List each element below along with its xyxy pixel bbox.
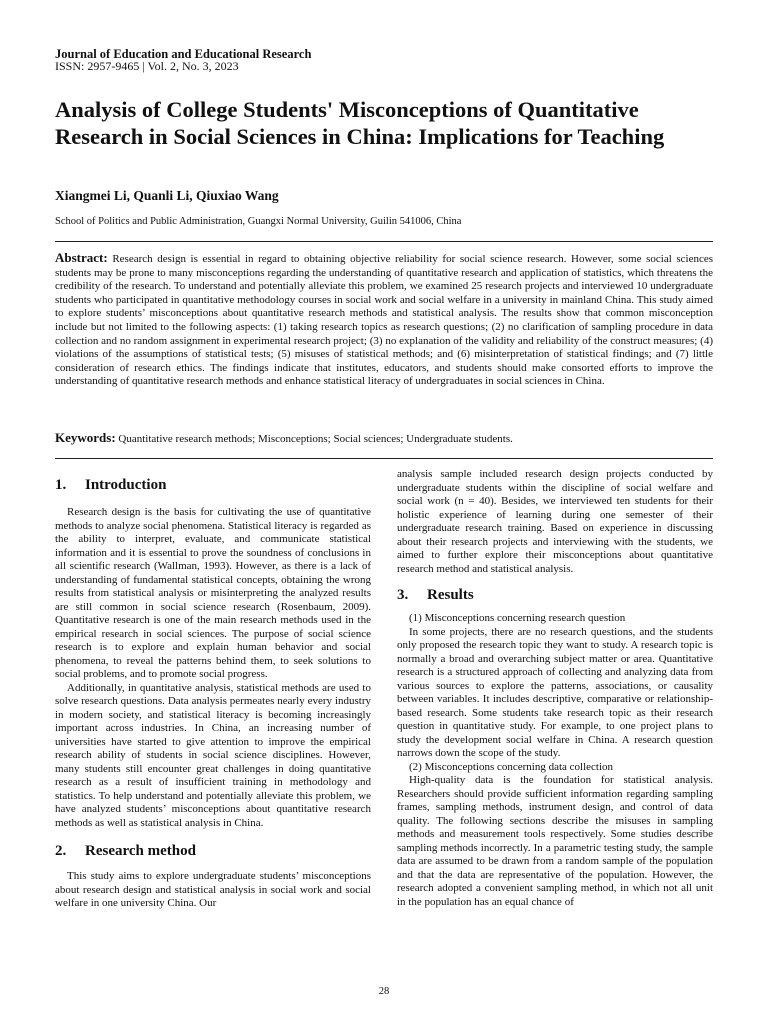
method-paragraph-1: This study aims to explore undergraduate students’ misconceptions about research design and statistical analysis in social work and social welfare in one university China. Our [55,870,371,909]
method-paragraph-1-continued: analysis sample included research design projects conducted by undergraduate students within the discipline of social welfare and social work (n = 40). Besides, we interviewed ten students for their holistic experience of learning during one semester of their undergraduate research training. Based on experience in discussing about their research projects and interviewing with the students, we aimed to further explore their misconceptions about quantitative research method and statistical analysis. [397,468,713,575]
results-subheading-2: (2) Misconceptions concerning data collection [409,760,614,773]
intro-paragraph-1: Research design is the basis for cultivating the use of quantitative methods to analyze social phenomena. Statistical literacy is regarded as the ability to interpret, evaluate, and communicate statistical information and it is essential to prove the soundness of conclusions in all scientific research (Wallman, 1993). However, as there is a lack of understanding of fundamental statistical concepts, obtaining the wrong results from statistical analysis or misinterpreting the analyzed results are still common in social science research (Rosenbaum, 2009). Quantitative research is one of the main research methods used in the empirical research in social sciences. The purpose of social science research is to explore and explain human behavior and social phenomena, to reveal the patterns behind them, to seek solutions to social problems, and to promote social progress. [55,506,371,680]
journal-issn: ISSN: 2957-9465 | Vol. 2, No. 3, 2023 [55,59,239,73]
section-number: 1. [55,477,67,493]
results-paragraph-1: In some projects, there are no research questions, and the students only proposed the research topic they want to study. A research topic is normally a broad and overarching subject matter or area. Quantitative research is a structured approach of collecting and analyzing data from various sources to explore the patterns, associations, or causality between variables. It includes descriptive, comparative or relationship-based research. Some students take research topic as their research question in quantitative study. For example, to one project plans to study the development social welfare in China. A research question narrows down the scope of the study. [397,625,713,759]
keywords-text: Quantitative research methods; Misconceptions; Social sciences; Undergraduate students. [118,433,513,445]
section-title: Research method [85,843,196,859]
section-heading-introduction [55,476,371,494]
keywords-label: Keywords: [55,430,116,445]
abstract-text: Research design is essential in regard to obtaining objective reliability for social science research. However, some social sciences students may be prone to many misconceptions regarding the understanding of quantitative research and application of statistics, which threatens the credibility of the research. To understand and potentially alleviate this problem, we examined 25 research projects and interviewed 10 undergraduate students who participated in quantitative methodology courses in social work and social welfare in a university in mainland China. This study aimed to explore students’ misconceptions about quantitative research methods and statistical analysis. The results show that common misconception include but not limited to the following aspects: (1) taking research topics as research questions; (2) no clarification of sampling procedure in data collection and no random assignment in experimental research project; (3) no explanation of the validity and reliability of the construct measures; (4) violations of the assumptions of statistical tests; (5) misuses of statistical methods; and (6) misinterpretation of statistical findings; and (7) little consideration of research ethics. The findings indicate that institutes, educators, and students should make consorted efforts to improve the understanding of quantitative research methods and enhance statistical literacy of undergraduates in social sciences in China. [55,253,714,388]
section-heading-research-method [55,842,371,860]
left-column [55,468,371,911]
page-number: 28 [378,986,390,997]
article-authors: Xiangmei Li, Quanli Li, Qiuxiao Wang [55,188,279,203]
section-number: 2. [55,843,67,859]
results-paragraph-2: High-quality data is the foundation for statistical analysis. Researchers should provide sufficient information regarding sampling frames, sampling methods, instrument design, and control of data quality. The following sections describe the misuses in sampling methods and measurement tools respectively. Some studies describe sampling methods incorrectly. In a parametric testing study, the sample data are assumed to be drawn from a random sample of the population and that the data are representative of the population. However, the research adopted a convenient sampling method, in which not all unit in the population has an equal chance of [397,774,713,908]
abstract [55,251,713,389]
abstract-label: Abstract: [55,250,108,265]
section-title: Results [427,587,474,603]
article-title: Analysis of College Students' Misconceptions of Quantitative Research in Social Sciences in China: Implications for Teaching [55,97,665,149]
divider-top [55,241,713,242]
results-subheading-1: (1) Misconceptions concerning research question [409,612,626,624]
keywords [55,431,713,446]
journal-name: Journal of Education and Educational Research [55,47,312,61]
right-column [397,468,713,909]
section-title: Introduction [85,477,167,493]
article-affiliation: School of Politics and Public Administration, Guangxi Normal University, Guilin 541006, China [55,216,462,227]
section-number: 3. [397,587,409,603]
divider-bottom [55,458,713,459]
section-heading-results [397,586,713,604]
intro-paragraph-2: Additionally, in quantitative analysis, statistical methods are used to solve research questions. Data analysis permeates nearly every industry in modern society, and statistical literacy is becoming increasingly important across industries. In China, an increasing number of universities have started to give attention to improve the empirical research ability of students in social science disciplines. However, many students still encounter great challenges in doing quantitative research as a result of insufficient training in methodology and statistics. To help understand and potentially alleviate this problem, we have analyzed students’ misconceptions about quantitative research methods as well as statistical analysis in China. [55,681,371,829]
